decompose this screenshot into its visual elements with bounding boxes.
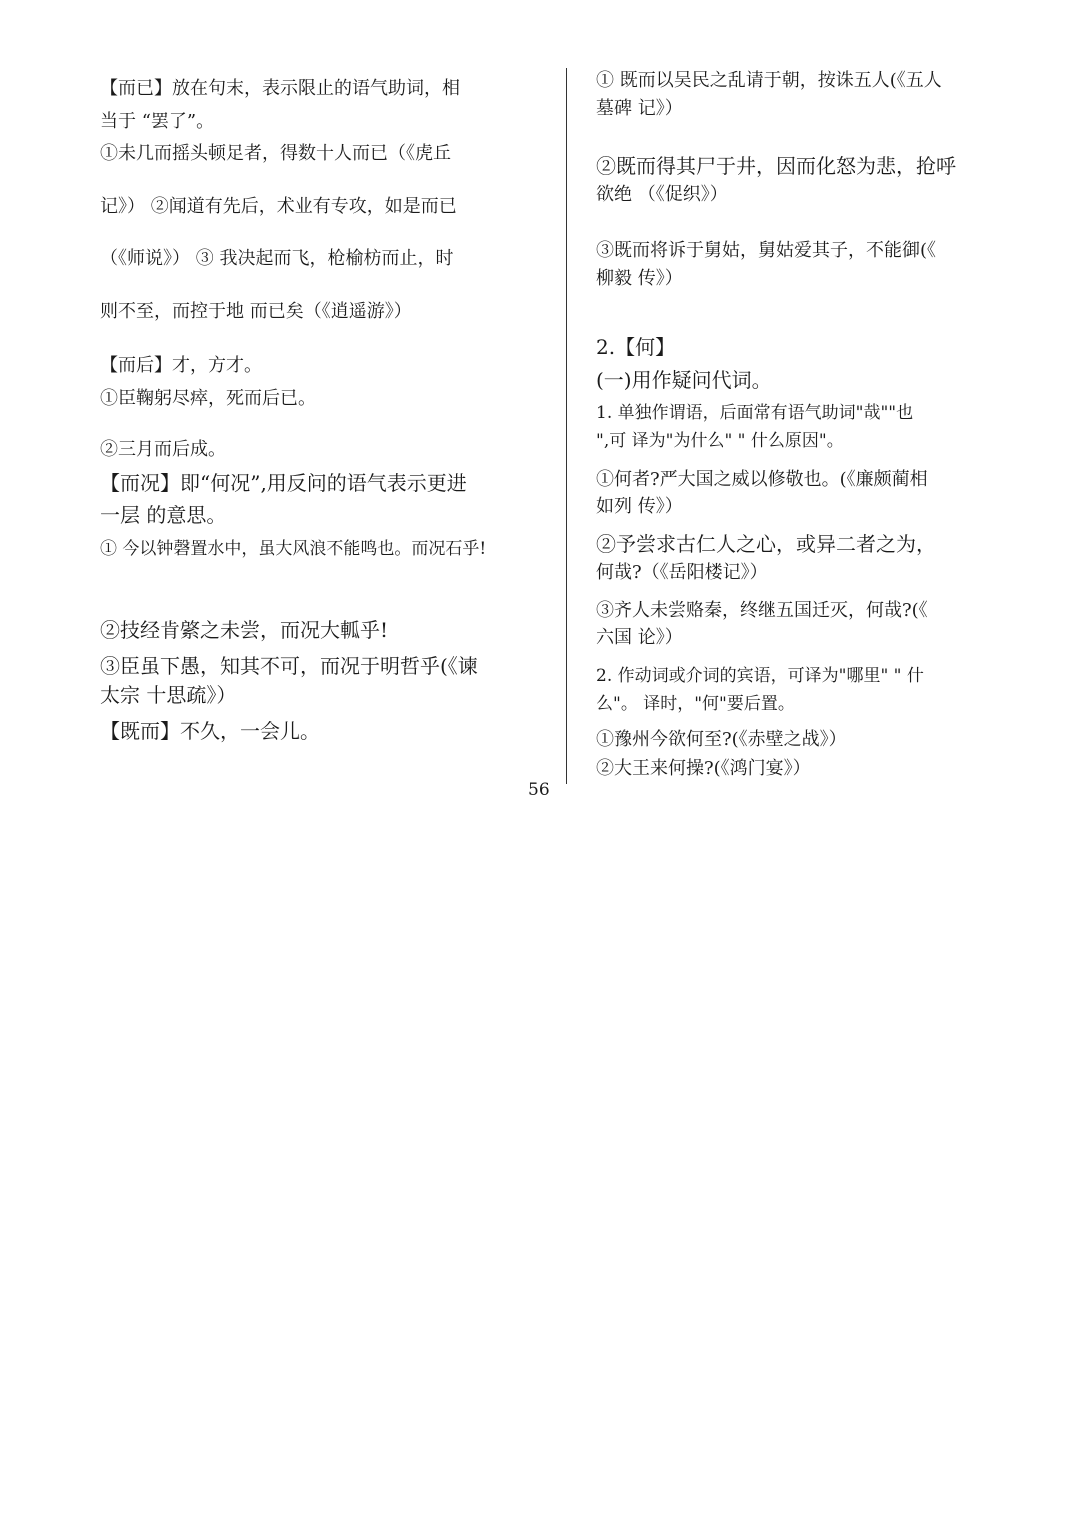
he-rule-cont: 么"。 译时，"何"要后置。: [596, 694, 795, 714]
he-example: ③齐人未尝赂秦，终继五国迁灭，何哉?(《: [596, 600, 928, 621]
erhou-heading: 【而后】才，方才。: [100, 355, 262, 376]
erkuang-example: ③臣虽下愚，知其不可，而况于明哲乎(《谏: [100, 654, 478, 678]
he-example: ①豫州今欲何至?(《赤壁之战》）: [596, 729, 847, 750]
erji-example-line: 记》） ②闻道有先后，术业有专攻，如是而已: [100, 196, 457, 217]
he-example: ②予尝求古仁人之心，或异二者之为，: [596, 532, 936, 556]
he-subheading: (一)用作疑问代词。: [596, 368, 772, 392]
jier-example-cont: 柳毅 传》）: [596, 268, 683, 289]
column-divider: [566, 68, 567, 784]
he-rule: 2. 作动词或介词的宾语，可译为"哪里" " 什: [596, 666, 924, 686]
jier-example: ① 既而以吴民之乱请于朝，按诛五人(《五人: [596, 70, 942, 91]
he-example: ②大王来何操?(《鸿门宴》）: [596, 758, 811, 779]
jier-heading: 【既而】不久，一会儿。: [100, 719, 320, 743]
he-example-cont: 何哉?（《岳阳楼记》）: [596, 562, 768, 583]
erhou-example: ①臣鞠躬尽瘁，死而后已。: [100, 388, 316, 409]
he-rule-cont: ",可 译为"为什么" " 什么原因"。: [596, 431, 844, 451]
jier-example-cont: 墓碑 记》）: [596, 98, 683, 119]
he-heading: 2.【何】: [596, 335, 676, 359]
erji-heading: 【而已】放在句末，表示限止的语气助词，相: [100, 78, 460, 99]
erkuang-example: ②技经肯綮之未尝，而况大軱乎!: [100, 618, 389, 642]
he-example-cont: 如列 传》）: [596, 496, 683, 517]
jier-example-cont: 欲绝 （《促织》）: [596, 184, 728, 205]
he-example-cont: 六国 论》）: [596, 627, 683, 648]
erkuang-heading-cont: 一层 的意思。: [100, 503, 227, 527]
he-rule: 1. 单独作谓语，后面常有语气助词"哉""也: [596, 403, 914, 423]
erhou-example: ②三月而后成。: [100, 439, 226, 460]
erji-example-line: （《师说》） ③ 我决起而飞，枪榆枋而止，时: [100, 248, 454, 269]
erji-example-line: ①未几而摇头顿足者，得数十人而已（《虎丘: [100, 143, 451, 164]
erji-example-line: 则不至，而控于地 而已矣（《逍遥游》）: [100, 301, 412, 322]
erkuang-example: ① 今以钟磬置水中，虽大风浪不能鸣也。而况石乎!: [100, 539, 487, 559]
he-example: ①何者?严大国之威以修敬也。(《廉颇蔺相: [596, 469, 928, 490]
page-number: 56: [528, 780, 550, 800]
jier-example: ②既而得其尸于井，因而化怒为悲，抢呼: [596, 154, 956, 178]
erkuang-heading: 【而况】即“何况”,用反问的语气表示更进: [100, 471, 467, 495]
erkuang-example-cont: 太宗 十思疏》）: [100, 683, 237, 707]
erji-heading-cont: 当于 “罢了”。: [100, 111, 215, 132]
jier-example: ③既而将诉于舅姑，舅姑爱其子，不能御(《: [596, 240, 937, 261]
